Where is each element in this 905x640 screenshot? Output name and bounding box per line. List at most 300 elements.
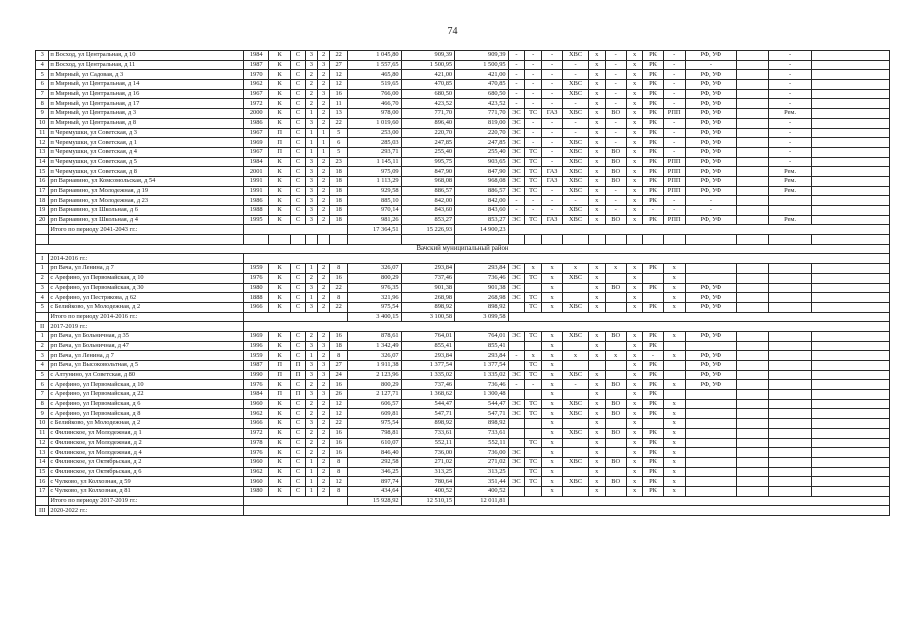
residential-area-cell: 733,61 <box>455 428 509 438</box>
entrances-cell: 2 <box>318 448 330 458</box>
utility-cell <box>737 147 769 157</box>
year-cell: 1967 <box>244 128 269 138</box>
residential-area-cell: 1 335,02 <box>455 370 509 380</box>
spacer-cell <box>244 225 348 235</box>
living-area-cell: 896,40 <box>401 118 455 128</box>
utility-cell: РПП <box>663 157 685 167</box>
year-cell: 1969 <box>244 331 269 341</box>
spacer-cell <box>811 157 889 167</box>
utility-cell <box>737 380 769 390</box>
total-area-cell: 17 364,51 <box>348 225 402 235</box>
floors-cell: 2 <box>305 331 317 341</box>
living-area-cell: 780,64 <box>401 477 455 487</box>
spacer-cell <box>811 341 889 351</box>
spacer-cell <box>811 448 889 458</box>
wall-material-cell: К <box>268 206 290 216</box>
floors-cell: 1 <box>305 128 317 138</box>
living-area-cell: 853,27 <box>401 215 455 225</box>
utility-cell: ЭС <box>508 457 525 467</box>
empty-cell <box>737 235 769 245</box>
utility-cell: ЭС <box>508 409 525 419</box>
spacer-cell <box>811 196 889 206</box>
utility-cell: - <box>508 60 525 70</box>
total-area-cell: 800,29 <box>348 380 402 390</box>
utility-cell: РФ, УФ <box>685 370 736 380</box>
entrances-cell: 2 <box>318 118 330 128</box>
utility-cell <box>663 370 685 380</box>
utility-cell: х <box>588 428 605 438</box>
structure-cell: С <box>291 176 305 186</box>
structure-cell: С <box>291 448 305 458</box>
residential-area-cell: 255,40 <box>455 147 509 157</box>
utility-cell: х <box>542 457 563 467</box>
year-cell: 1962 <box>244 409 269 419</box>
utility-cell: ТС <box>525 109 542 119</box>
table-row <box>36 380 890 390</box>
apartments-cell: 6 <box>330 138 348 148</box>
utility-cell: х <box>588 138 605 148</box>
utility-cell <box>737 264 769 274</box>
year-cell: 1959 <box>244 264 269 274</box>
total-area-cell: 610,07 <box>348 438 402 448</box>
utility-cell: х <box>588 467 605 477</box>
utility-cell <box>737 302 769 312</box>
address-cell: рп Вача, ул Ленина, д 7 <box>49 264 244 274</box>
utility-cell: РФ, УФ <box>685 80 736 90</box>
apartments-cell: 26 <box>330 390 348 400</box>
utility-cell <box>685 341 736 351</box>
utility-cell: х <box>588 157 605 167</box>
utility-cell: ГАЗ <box>542 215 563 225</box>
entrances-cell: 2 <box>318 457 330 467</box>
address-cell: рп Варнавино, ул Школьная, д 6 <box>49 206 244 216</box>
residential-area-cell: 736,46 <box>455 273 509 283</box>
year-cell: 1976 <box>244 448 269 458</box>
utility-cell: х <box>542 264 563 274</box>
spacer-cell <box>811 380 889 390</box>
utility-cell: РФ, УФ <box>685 215 736 225</box>
utility-cell <box>737 331 769 341</box>
utility-cell: ЭС <box>508 176 525 186</box>
entrances-cell: 1 <box>318 147 330 157</box>
floors-cell: 1 <box>305 351 317 361</box>
utility-cell: РК <box>643 341 663 351</box>
row-number: 12 <box>36 138 49 148</box>
wall-material-cell: К <box>268 80 290 90</box>
wall-material-cell: К <box>268 351 290 361</box>
residential-area-cell: 898,92 <box>455 302 509 312</box>
period-total-row <box>36 225 890 235</box>
spacer-cell <box>508 312 889 322</box>
housing-registry-table <box>35 50 890 618</box>
year-cell: 1991 <box>244 186 269 196</box>
utility-cell: х <box>588 176 605 186</box>
utility-cell: - <box>605 89 626 99</box>
utility-cell: РК <box>643 331 663 341</box>
utility-cell: - <box>542 196 563 206</box>
utility-cell: х <box>605 264 626 274</box>
structure-cell: С <box>291 264 305 274</box>
utility-cell: - <box>769 147 811 157</box>
apartments-cell: 18 <box>330 176 348 186</box>
utility-cell <box>737 128 769 138</box>
row-number: 15 <box>36 167 49 177</box>
period-number: III <box>36 506 49 516</box>
utility-cell: х <box>542 283 563 293</box>
living-area-cell: 909,39 <box>401 51 455 61</box>
address-cell: с Арефино, ул Первомайская, д 10 <box>49 273 244 283</box>
spacer-cell <box>811 109 889 119</box>
utility-cell <box>737 370 769 380</box>
structure-cell: С <box>291 167 305 177</box>
address-cell: с Филинское, ул Молодежная, д 1 <box>49 428 244 438</box>
table-row <box>36 361 890 371</box>
year-cell: 2001 <box>244 167 269 177</box>
utility-cell: х <box>525 351 542 361</box>
table-row <box>36 138 890 148</box>
utility-cell <box>563 486 589 496</box>
utility-cell: - <box>542 206 563 216</box>
structure-cell: С <box>291 60 305 70</box>
apartments-cell: 24 <box>330 370 348 380</box>
spacer-cell <box>244 254 890 264</box>
residential-area-cell: 14 900,23 <box>455 225 509 235</box>
address-cell: п Черемушки, ул Советская, д 8 <box>49 167 244 177</box>
utility-cell: ВО <box>605 477 626 487</box>
residential-area-cell: 736,46 <box>455 380 509 390</box>
utility-cell: х <box>663 302 685 312</box>
structure-cell: С <box>291 138 305 148</box>
utility-cell: х <box>626 80 643 90</box>
utility-cell: - <box>605 60 626 70</box>
total-area-cell: 434,64 <box>348 486 402 496</box>
residential-area-cell: 400,52 <box>455 486 509 496</box>
utility-cell <box>737 467 769 477</box>
utility-cell: - <box>663 196 685 206</box>
utility-cell: РК <box>643 380 663 390</box>
utility-cell: - <box>605 80 626 90</box>
utility-cell: РФ, УФ <box>685 186 736 196</box>
utility-cell: х <box>663 477 685 487</box>
apartments-cell: 23 <box>330 157 348 167</box>
total-area-cell: 466,70 <box>348 99 402 109</box>
utility-cell: РК <box>643 109 663 119</box>
living-area-cell: 313,25 <box>401 467 455 477</box>
utility-cell <box>685 399 736 409</box>
year-cell: 2000 <box>244 109 269 119</box>
row-number: 13 <box>36 147 49 157</box>
utility-cell: Рем. <box>769 167 811 177</box>
table-row <box>36 428 890 438</box>
spacer-cell <box>811 70 889 80</box>
address-cell: п Черемушки, ул Советская, д 4 <box>49 147 244 157</box>
entrances-cell: 2 <box>318 399 330 409</box>
utility-cell: РК <box>643 99 663 109</box>
utility-cell: ХВС <box>563 331 589 341</box>
utility-cell: - <box>508 89 525 99</box>
empty-cell <box>305 235 317 245</box>
structure-cell: С <box>291 409 305 419</box>
utility-cell: - <box>769 70 811 80</box>
utility-cell: ТС <box>525 273 542 283</box>
utility-cell: - <box>663 80 685 90</box>
utility-cell: х <box>588 438 605 448</box>
utility-cell: х <box>542 341 563 351</box>
residential-area-cell: 293,84 <box>455 264 509 274</box>
spacer-cell <box>811 283 889 293</box>
utility-cell: РК <box>643 283 663 293</box>
living-area-cell: 842,00 <box>401 196 455 206</box>
wall-material-cell: К <box>268 51 290 61</box>
year-cell: 1986 <box>244 196 269 206</box>
utility-cell <box>769 380 811 390</box>
utility-cell: - <box>663 51 685 61</box>
residential-area-cell: 421,00 <box>455 70 509 80</box>
address-cell: с Белийково, ул Молодежная, д 2 <box>49 302 244 312</box>
utility-cell: РФ, УФ <box>685 176 736 186</box>
utility-cell: х <box>626 196 643 206</box>
utility-cell: х <box>588 293 605 303</box>
residential-area-cell: 968,08 <box>455 176 509 186</box>
total-area-cell: 976,35 <box>348 283 402 293</box>
utility-cell: х <box>626 89 643 99</box>
utility-cell: х <box>626 109 643 119</box>
utility-cell: РПП <box>663 215 685 225</box>
utility-cell: х <box>626 186 643 196</box>
utility-cell: - <box>663 70 685 80</box>
residential-area-cell: 886,57 <box>455 186 509 196</box>
spacer-cell <box>811 467 889 477</box>
utility-cell: - <box>563 70 589 80</box>
address-cell: с Белийково, ул Молодежная, д 2 <box>49 419 244 429</box>
utility-cell: ХВС <box>563 51 589 61</box>
apartments-cell: 8 <box>330 467 348 477</box>
utility-cell: РФ, УФ <box>685 302 736 312</box>
entrances-cell: 2 <box>318 438 330 448</box>
residential-area-cell: 470,85 <box>455 80 509 90</box>
table-row <box>36 264 890 274</box>
structure-cell: С <box>291 419 305 429</box>
utility-cell: ХВС <box>563 147 589 157</box>
wall-material-cell: К <box>268 467 290 477</box>
utility-cell: РФ, УФ <box>685 51 736 61</box>
utility-cell: РК <box>643 264 663 274</box>
floors-cell: 3 <box>305 361 317 371</box>
utility-cell: РК <box>643 390 663 400</box>
utility-cell: х <box>626 448 643 458</box>
entrances-cell: 2 <box>318 109 330 119</box>
row-number: 2 <box>36 273 49 283</box>
utility-cell: - <box>605 99 626 109</box>
empty-cell <box>318 235 330 245</box>
utility-cell: - <box>542 118 563 128</box>
utility-cell: х <box>626 138 643 148</box>
spacer-cell <box>811 186 889 196</box>
total-area-cell: 1 019,60 <box>348 118 402 128</box>
row-number: 5 <box>36 70 49 80</box>
total-area-cell: 321,96 <box>348 293 402 303</box>
table-row <box>36 186 890 196</box>
living-area-cell: 400,52 <box>401 486 455 496</box>
living-area-cell: 737,46 <box>401 273 455 283</box>
table-row <box>36 302 890 312</box>
utility-cell <box>663 390 685 400</box>
utility-cell: ВО <box>605 157 626 167</box>
utility-cell: х <box>588 273 605 283</box>
utility-cell: - <box>525 51 542 61</box>
wall-material-cell: К <box>268 457 290 467</box>
year-cell: 1984 <box>244 51 269 61</box>
empty-cell <box>811 235 889 245</box>
utility-cell: ТС <box>525 147 542 157</box>
utility-cell: х <box>588 399 605 409</box>
total-area-cell: 885,10 <box>348 196 402 206</box>
utility-cell: ХВС <box>563 370 589 380</box>
utility-cell: ТС <box>525 361 542 371</box>
structure-cell: С <box>291 341 305 351</box>
utility-cell <box>769 283 811 293</box>
utility-cell: х <box>663 486 685 496</box>
utility-cell: х <box>588 486 605 496</box>
structure-cell: П <box>291 361 305 371</box>
utility-cell <box>737 157 769 167</box>
year-cell: 1996 <box>244 341 269 351</box>
utility-cell <box>525 390 542 400</box>
utility-cell <box>769 390 811 400</box>
utility-cell: - <box>525 80 542 90</box>
year-cell: 1960 <box>244 477 269 487</box>
utility-cell: ХВС <box>563 167 589 177</box>
utility-cell: х <box>588 128 605 138</box>
period-header-row <box>36 254 890 264</box>
utility-cell <box>685 419 736 429</box>
entrances-cell: 2 <box>318 80 330 90</box>
address-cell: п Черемушки, ул Советская, д 3 <box>49 128 244 138</box>
utility-cell <box>685 390 736 400</box>
utility-cell: - <box>542 99 563 109</box>
residential-area-cell: 853,27 <box>455 215 509 225</box>
utility-cell: ХВС <box>563 302 589 312</box>
utility-cell <box>737 399 769 409</box>
utility-cell: РК <box>643 186 663 196</box>
utility-cell: - <box>663 60 685 70</box>
utility-cell: РФ, УФ <box>685 380 736 390</box>
utility-cell: РК <box>643 370 663 380</box>
apartments-cell: 22 <box>330 283 348 293</box>
wall-material-cell: К <box>268 409 290 419</box>
spacer-cell <box>811 128 889 138</box>
utility-cell: х <box>588 196 605 206</box>
utility-cell <box>588 361 605 371</box>
entrances-cell: 2 <box>318 331 330 341</box>
utility-cell: - <box>769 51 811 61</box>
utility-cell: ГАЗ <box>542 167 563 177</box>
utility-cell: ВО <box>605 409 626 419</box>
row-number <box>36 496 49 506</box>
utility-cell <box>685 273 736 283</box>
utility-cell: РФ, УФ <box>685 128 736 138</box>
utility-cell: РК <box>643 467 663 477</box>
address-cell: с Арефино, ул Первомайская, д 10 <box>49 380 244 390</box>
utility-cell: х <box>542 477 563 487</box>
utility-cell: х <box>663 331 685 341</box>
utility-cell: РФ, УФ <box>685 138 736 148</box>
utility-cell <box>563 467 589 477</box>
year-cell: 1987 <box>244 361 269 371</box>
table-row <box>36 273 890 283</box>
utility-cell: ВО <box>605 109 626 119</box>
utility-cell: х <box>626 409 643 419</box>
apartments-cell: 27 <box>330 361 348 371</box>
utility-cell: РФ, УФ <box>685 361 736 371</box>
utility-cell: х <box>663 380 685 390</box>
utility-cell: ЭС <box>508 399 525 409</box>
table-row <box>36 409 890 419</box>
living-area-cell: 293,84 <box>401 351 455 361</box>
living-area-cell: 886,57 <box>401 186 455 196</box>
utility-cell <box>737 89 769 99</box>
utility-cell <box>525 486 542 496</box>
utility-cell: РПП <box>663 176 685 186</box>
empty-cell <box>525 235 542 245</box>
residential-area-cell: 293,84 <box>455 351 509 361</box>
floors-cell: 3 <box>305 60 317 70</box>
floors-cell: 2 <box>305 380 317 390</box>
entrances-cell: 2 <box>318 409 330 419</box>
utility-cell: х <box>626 167 643 177</box>
utility-cell: х <box>588 206 605 216</box>
utility-cell <box>769 206 811 216</box>
residential-area-cell: 903,65 <box>455 157 509 167</box>
wall-material-cell: К <box>268 331 290 341</box>
structure-cell: С <box>291 80 305 90</box>
utility-cell: РК <box>643 51 663 61</box>
utility-cell: х <box>626 457 643 467</box>
apartments-cell: 12 <box>330 80 348 90</box>
living-area-cell: 898,92 <box>401 302 455 312</box>
utility-cell: ГАЗ <box>542 176 563 186</box>
utility-cell: ЭС <box>508 186 525 196</box>
entrances-cell: 2 <box>318 215 330 225</box>
utility-cell: - <box>508 51 525 61</box>
utility-cell: РК <box>643 80 663 90</box>
wall-material-cell: К <box>268 176 290 186</box>
utility-cell <box>769 196 811 206</box>
utility-cell: - <box>769 80 811 90</box>
address-cell: рп Вача, ул Высоковольтная, д 5 <box>49 361 244 371</box>
row-number: 10 <box>36 118 49 128</box>
utility-cell: ЭС <box>508 264 525 274</box>
living-area-cell: 843,60 <box>401 206 455 216</box>
utility-cell: - <box>542 70 563 80</box>
utility-cell: ЭС <box>508 109 525 119</box>
apartments-cell: 12 <box>330 70 348 80</box>
table-row <box>36 419 890 429</box>
structure-cell: С <box>291 157 305 167</box>
living-area-cell: 423,52 <box>401 99 455 109</box>
utility-cell <box>525 283 542 293</box>
utility-cell: - <box>685 206 736 216</box>
table-row <box>36 448 890 458</box>
wall-material-cell: П <box>268 390 290 400</box>
utility-cell: - <box>563 196 589 206</box>
utility-cell: РК <box>643 302 663 312</box>
address-cell: с Филинское, ул Молодежная, д 4 <box>49 448 244 458</box>
wall-material-cell: К <box>268 341 290 351</box>
row-number: 17 <box>36 186 49 196</box>
year-cell: 1970 <box>244 70 269 80</box>
row-number: 4 <box>36 361 49 371</box>
